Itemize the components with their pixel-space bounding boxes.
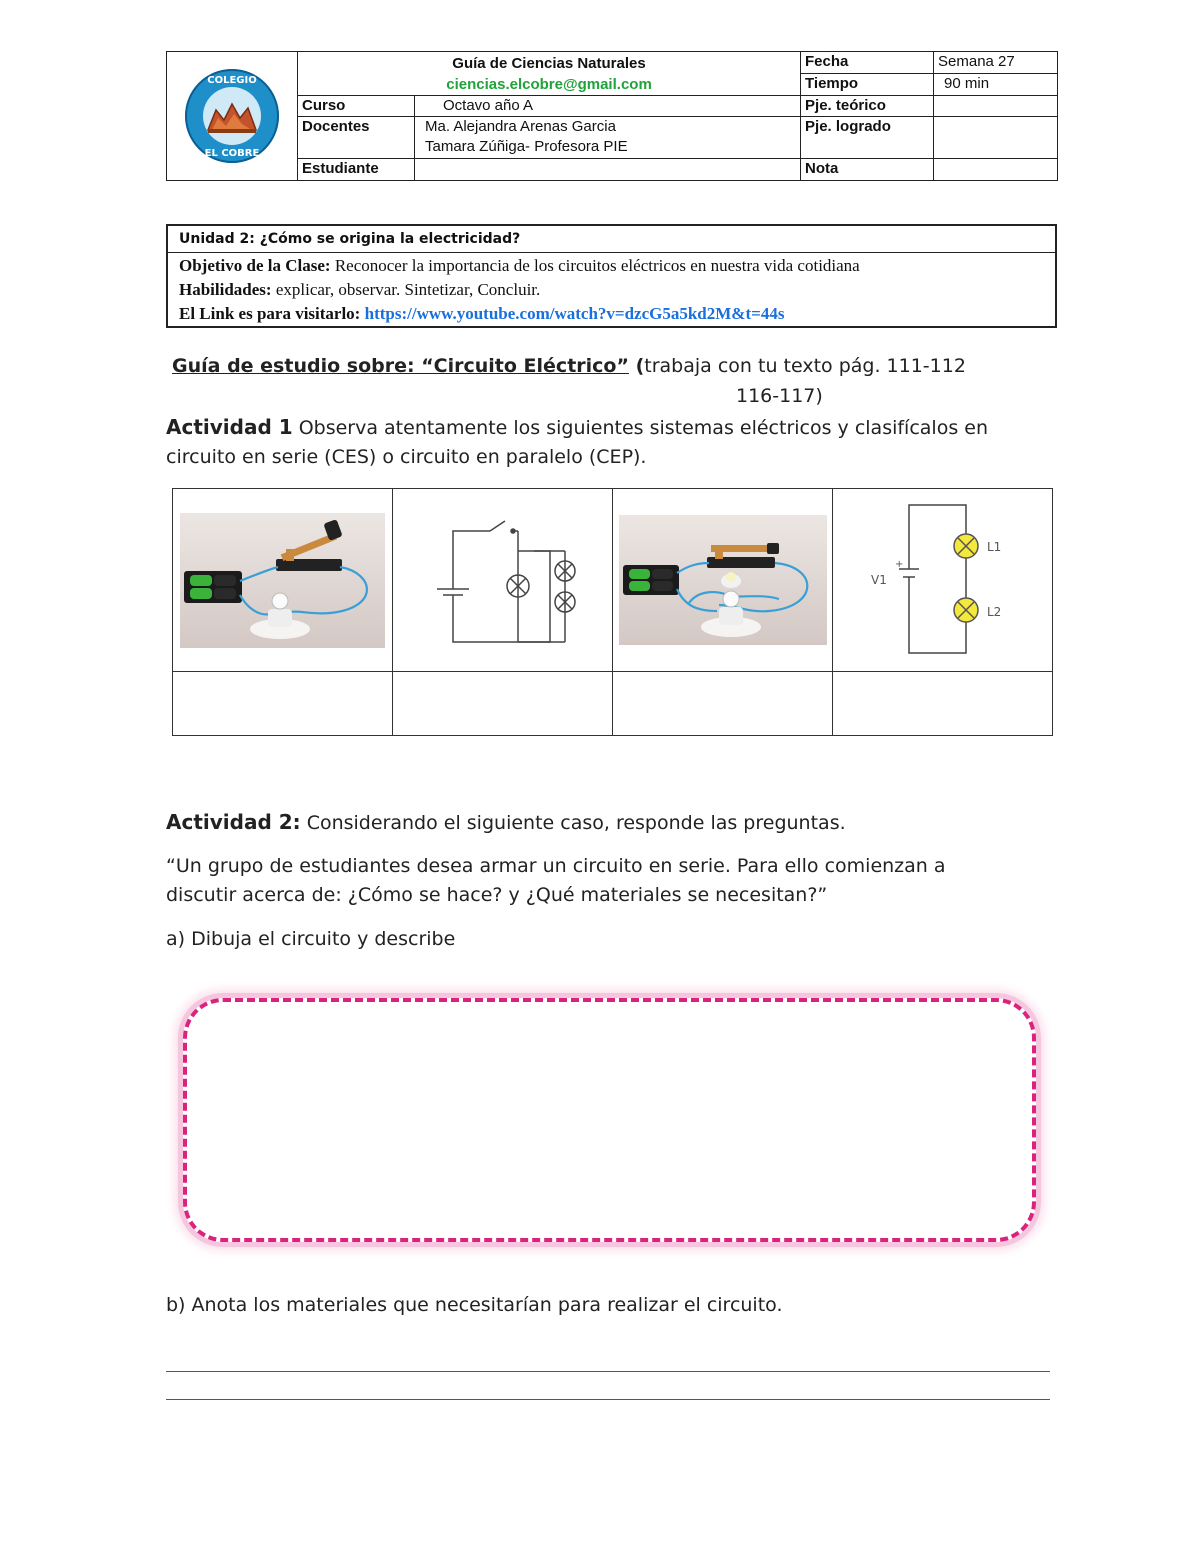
- docente-2: Tamara Zúñiga- Profesora PIE: [425, 138, 628, 155]
- habilidades-label: Habilidades:: [179, 280, 272, 299]
- pje-teorico-value[interactable]: [934, 96, 1058, 117]
- objetivo-label: Objetivo de la Clase:: [179, 256, 331, 275]
- circuit-photo-parallel-cell: [613, 489, 833, 672]
- school-logo: [182, 66, 282, 166]
- activity2-label: Actividad 2:: [166, 810, 301, 834]
- docentes-value: [415, 117, 801, 159]
- activity2-quote-1: “Un grupo de estudiantes desea armar un circuito en serie. Para ello comienzan a: [166, 855, 946, 877]
- tiempo-value: 90 min: [934, 74, 1058, 96]
- circuit-diagram-2-cell: [833, 489, 1053, 672]
- guide-heading-note-1: trabaja con tu texto pág. 111-112: [644, 355, 966, 377]
- answer-cell-1[interactable]: [173, 672, 393, 736]
- objetivo-line: [168, 254, 1055, 278]
- diagram-label-plus: +: [895, 559, 904, 570]
- activity1-line1: [166, 415, 988, 439]
- nota-value[interactable]: [934, 159, 1058, 181]
- link-line: [168, 302, 1055, 326]
- circuit-photo-series-cell: [173, 489, 393, 672]
- circuit-diagram-1: [393, 489, 618, 671]
- habilidades-line: [168, 278, 1055, 302]
- guide-heading: [172, 355, 966, 377]
- nota-label: Nota: [801, 159, 934, 181]
- circuit-photo-series: [180, 513, 385, 648]
- logo-text-bottom: EL COBRE: [204, 148, 260, 159]
- pje-teorico-label: Pje. teórico: [801, 96, 934, 117]
- docente-1: Ma. Alejandra Arenas Garcia: [425, 118, 616, 135]
- header-title-cell: [298, 52, 801, 96]
- unit-box: [166, 224, 1057, 328]
- circuit-photo-parallel: [619, 515, 827, 645]
- guide-heading-title: Guía de estudio sobre: “Circuito Eléctrico”: [172, 355, 629, 377]
- fecha-value: Semana 27: [934, 52, 1058, 74]
- pje-logrado-value[interactable]: [934, 117, 1058, 159]
- unit-title: Unidad 2: ¿Cómo se origina la electricidad?: [168, 226, 1055, 253]
- answer-cell-4[interactable]: [833, 672, 1053, 736]
- estudiante-label: Estudiante: [298, 159, 415, 181]
- circuit-diagram-2: [833, 489, 1037, 671]
- drawing-area[interactable]: [183, 998, 1036, 1242]
- fecha-label: Fecha: [801, 52, 934, 74]
- activity2-quote-2: discutir acerca de: ¿Cómo se hace? y ¿Qué materiales se necesitan?”: [166, 884, 828, 906]
- activity2-text: Considerando el siguiente caso, responde las preguntas.: [300, 812, 846, 834]
- activity1-text-2: circuito en serie (CES) o circuito en paralelo (CEP).: [166, 446, 647, 468]
- guide-title: Guía de Ciencias Naturales: [452, 55, 646, 72]
- curso-label: Curso: [298, 96, 415, 117]
- header-table: [166, 51, 1058, 181]
- guide-heading-paren: (: [628, 355, 645, 377]
- diagram-label-l2: L2: [987, 605, 1002, 619]
- activity1-text-1: Observa atentamente los siguientes sistemas eléctricos y clasifícalos en: [292, 417, 989, 439]
- diagram-label-v1: V1: [871, 573, 887, 587]
- pje-logrado-label: Pje. logrado: [801, 117, 934, 159]
- activity2-line: [166, 810, 846, 834]
- link-label: El Link es para visitarlo:: [179, 304, 361, 323]
- question-a: a) Dibuja el circuito y describe: [166, 928, 456, 950]
- answer-cell-2[interactable]: [393, 672, 613, 736]
- docentes-label: Docentes: [298, 117, 415, 159]
- tiempo-label: Tiempo: [801, 74, 934, 96]
- question-b: b) Anota los materiales que necesitarían para realizar el circuito.: [166, 1294, 783, 1316]
- answer-line-2[interactable]: [166, 1399, 1050, 1400]
- estudiante-value[interactable]: [415, 159, 801, 181]
- activity1-table: [172, 488, 1053, 736]
- habilidades-text: explicar, observar. Sintetizar, Concluir.: [271, 280, 541, 299]
- guide-heading-note-2: 116-117): [736, 385, 823, 407]
- diagram-label-l1: L1: [987, 540, 1002, 554]
- school-logo-cell: [167, 52, 298, 181]
- objetivo-text: Reconocer la importancia de los circuitos eléctricos en nuestra vida cotidiana: [330, 256, 860, 275]
- curso-value: Octavo año A: [415, 96, 801, 117]
- contact-email[interactable]: ciencias.elcobre@gmail.com: [446, 76, 652, 93]
- answer-cell-3[interactable]: [613, 672, 833, 736]
- circuit-diagram-1-cell: [393, 489, 613, 672]
- activity1-label: Actividad 1: [166, 415, 293, 439]
- answer-line-1[interactable]: [166, 1371, 1050, 1372]
- logo-text: COLEGIO: [207, 75, 257, 86]
- video-link[interactable]: https://www.youtube.com/watch?v=dzcG5a5kd2M&t=44s: [364, 304, 785, 323]
